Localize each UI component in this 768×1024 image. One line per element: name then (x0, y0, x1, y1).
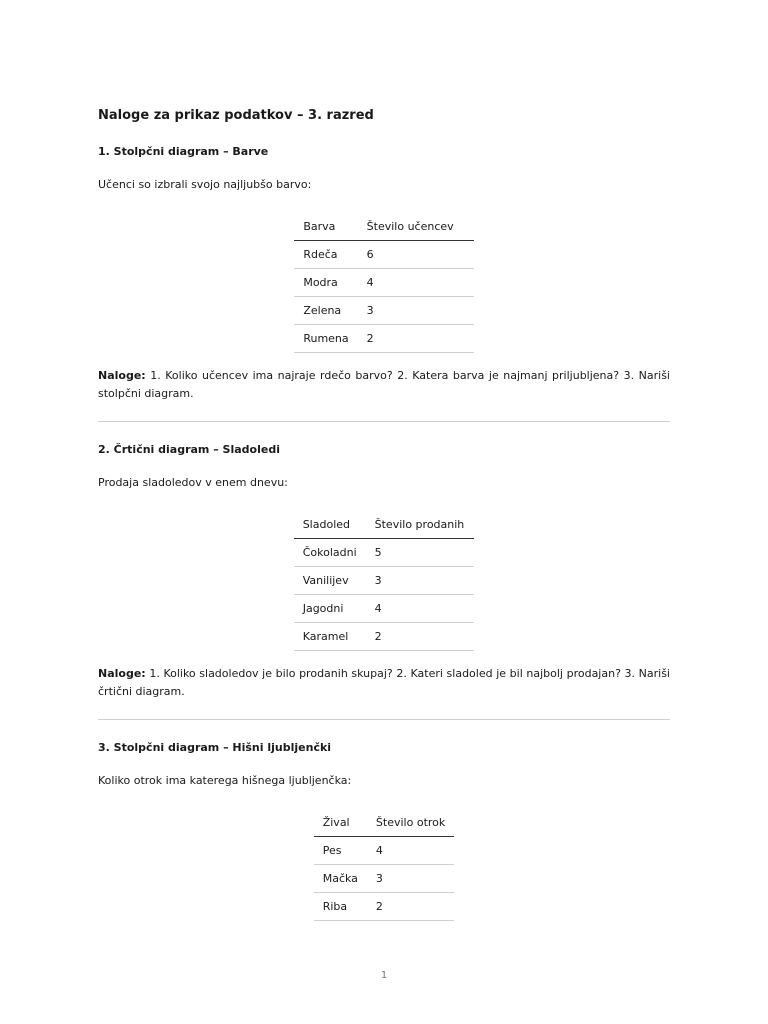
tasks-label: Naloge: (98, 667, 146, 680)
table-cell: 4 (366, 595, 475, 623)
table-cell: 4 (358, 269, 474, 297)
table-cell: 2 (366, 623, 475, 651)
table-header-row (314, 808, 455, 837)
table-row (314, 893, 455, 921)
section-1-heading: 1. Stolpčni diagram – Barve (98, 145, 269, 158)
table-cell: Riba (314, 893, 367, 921)
section-3-intro: Koliko otrok ima katerega hišnega ljubljenčka: (98, 774, 352, 787)
tasks-text: 1. Koliko sladoledov je bilo prodanih skupaj? 2. Kateri sladoled je bil najbolj prodajan? 3. Nariši črtični diagram. (98, 667, 670, 698)
section-divider (98, 421, 670, 422)
table-row (294, 567, 475, 595)
table-cell: 5 (366, 539, 475, 567)
table-cell: 3 (367, 865, 454, 893)
table-header-cell: Žival (314, 808, 367, 837)
table-cell: Zelena (294, 297, 357, 325)
section-2-tasks (98, 665, 670, 701)
table-cell: Jagodni (294, 595, 366, 623)
section-1-intro: Učenci so izbrali svojo najljubšo barvo: (98, 178, 312, 191)
section-1-tasks (98, 367, 670, 403)
table-header-cell: Barva (294, 212, 357, 241)
section-2-intro: Prodaja sladoledov v enem dnevu: (98, 476, 288, 489)
table-cell: Čokoladni (294, 539, 366, 567)
table-row (294, 325, 473, 353)
table-cell: 3 (358, 297, 474, 325)
table-row (294, 297, 473, 325)
section-divider (98, 719, 670, 720)
table-row (294, 269, 473, 297)
page-title: Naloge za prikaz podatkov – 3. razred (98, 108, 374, 123)
table-cell: 4 (367, 837, 454, 865)
table-header-cell: Število učencev (358, 212, 474, 241)
document-page (98, 106, 670, 921)
tasks-label: Naloge: (98, 369, 146, 382)
table-cell: Rdeča (294, 241, 357, 269)
table-row (314, 837, 455, 865)
table-header-row (294, 510, 475, 539)
table-row (294, 623, 475, 651)
icecream-table (294, 510, 475, 651)
table-cell: 6 (358, 241, 474, 269)
section-3-heading: 3. Stolpčni diagram – Hišni ljubljenčki (98, 741, 332, 754)
table-header-cell: Število otrok (367, 808, 454, 837)
table-cell: Mačka (314, 865, 367, 893)
table-cell: Modra (294, 269, 357, 297)
colors-table (294, 212, 473, 353)
table-header-cell: Število prodanih (366, 510, 475, 539)
page-number: 1 (380, 970, 388, 981)
table-row (294, 241, 473, 269)
table-row (314, 865, 455, 893)
pets-table (314, 808, 455, 921)
tasks-text: 1. Koliko učencev ima najraje rdečo barvo? 2. Katera barva je najmanj priljubljena? 3. Nariši stolpčni diagram. (98, 369, 670, 400)
table-cell: Rumena (294, 325, 357, 353)
table-cell: 2 (358, 325, 474, 353)
table-header-cell: Sladoled (294, 510, 366, 539)
table-cell: 2 (367, 893, 454, 921)
table-cell: Pes (314, 837, 367, 865)
table-row (294, 595, 475, 623)
section-2-heading: 2. Črtični diagram – Sladoledi (98, 443, 280, 456)
table-cell: Karamel (294, 623, 366, 651)
table-cell: 3 (366, 567, 475, 595)
table-row (294, 539, 475, 567)
table-cell: Vanilijev (294, 567, 366, 595)
table-header-row (294, 212, 473, 241)
